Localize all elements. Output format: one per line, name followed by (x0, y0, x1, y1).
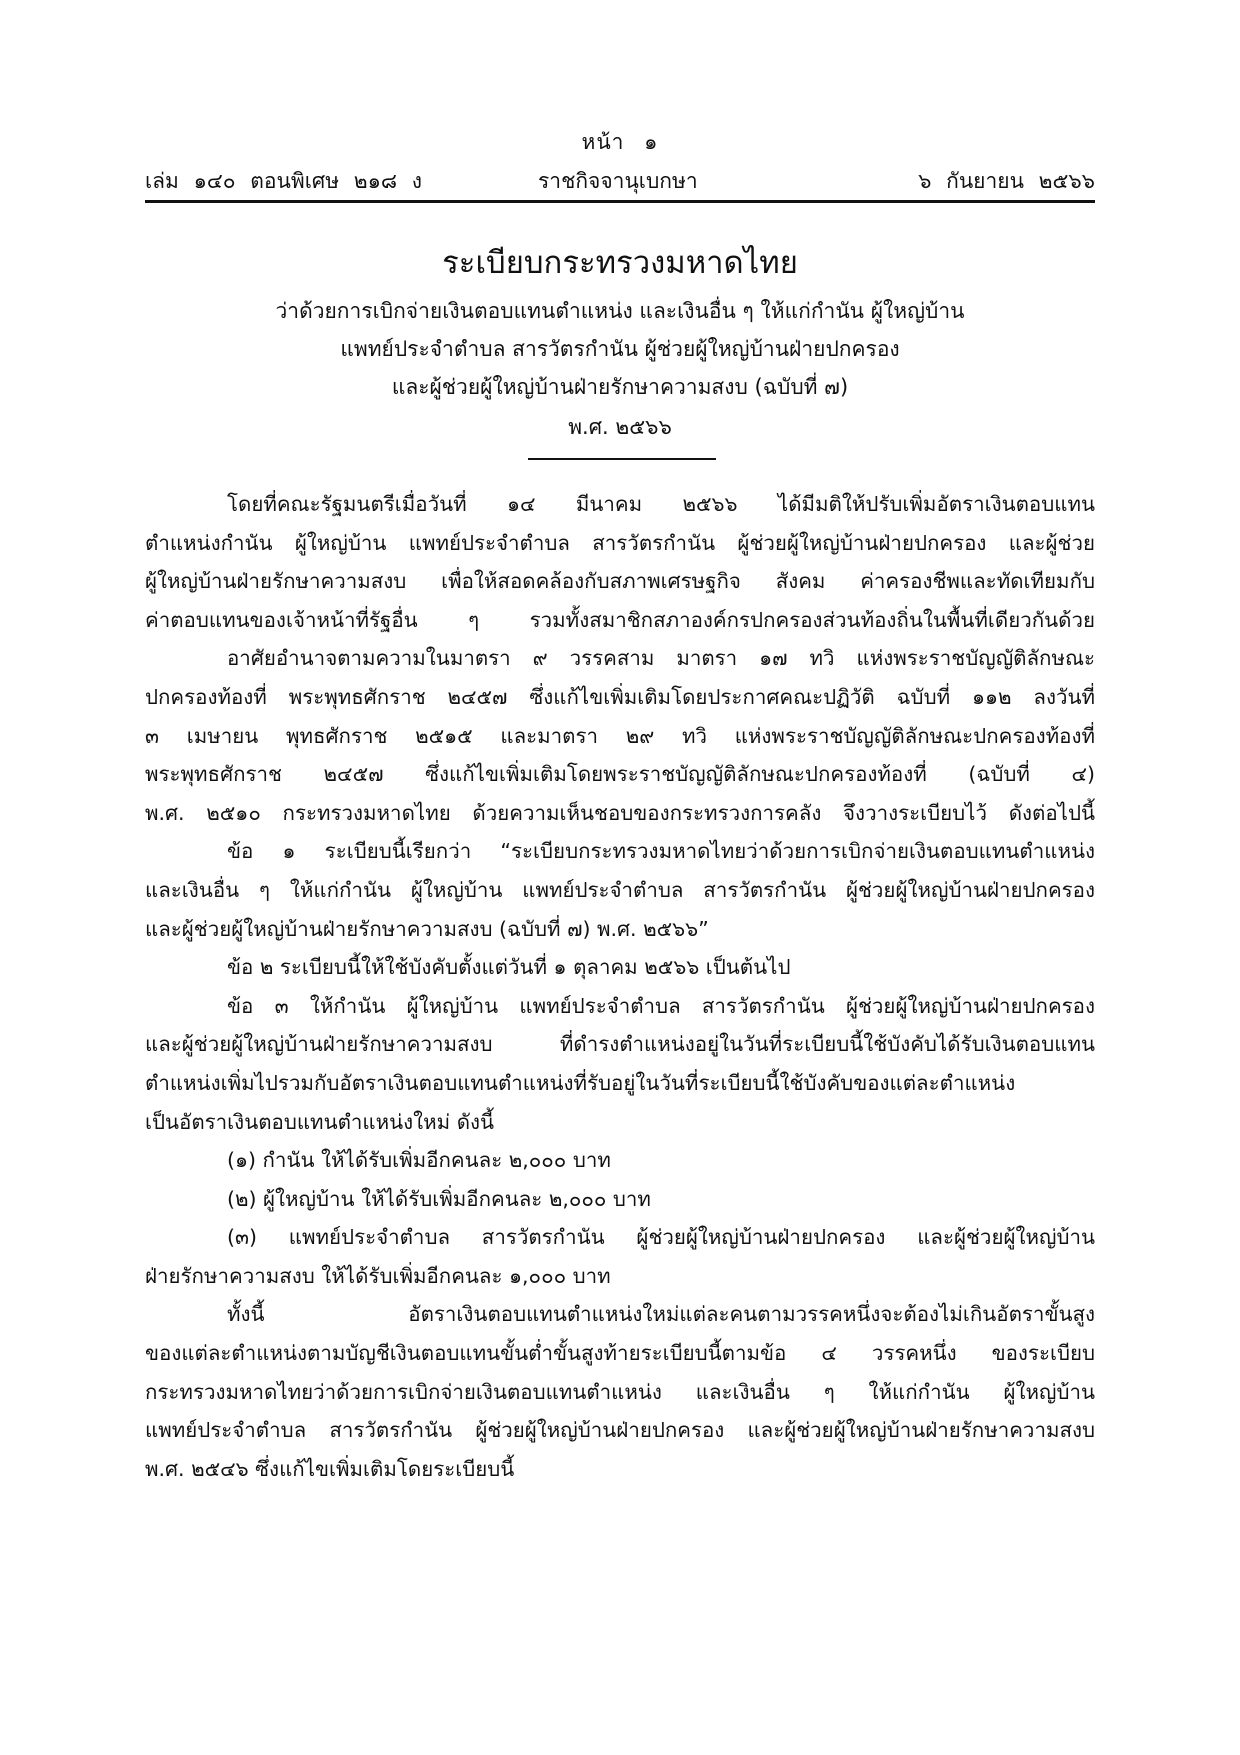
text-line: แพทย์ประจำตำบล สารวัตรกำนัน ผู้ช่วยผู้ใหญ่บ้านฝ่ายปกครอง และผู้ช่วยผู้ใหญ่บ้านฝ่ายรักษาความสงบ (145, 1418, 1095, 1443)
clause-3-note (145, 1295, 1095, 1488)
text-line: โดยที่คณะรัฐมนตรีเมื่อวันที่ ๑๔ มีนาคม ๒๕๖๖ ได้มีมติให้ปรับเพิ่มอัตราเงินตอบแทน (227, 492, 1095, 516)
text-line: พระพุทธศักราช ๒๔๕๗ ซึ่งแก้ไขเพิ่มเติมโดยพระราชบัญญัติลักษณะปกครองท้องที่ (ฉบับที่ ๔) (145, 762, 1095, 787)
list-item: (๓) แพทย์ประจำตำบล สารวัตรกำนัน ผู้ช่วยผู้ใหญ่บ้านฝ่ายปกครอง และผู้ช่วยผู้ใหญ่บ้าน (227, 1225, 1095, 1250)
text-line: และผู้ช่วยผู้ใหญ่บ้านฝ่ายรักษาความสงบ ที่ดำรงตำแหน่งอยู่ในวันที่ระเบียบนี้ใช้บังคับได้รับเงินตอบแทน (145, 1032, 1095, 1057)
clause-3 (145, 987, 1095, 1141)
gazette-header (145, 165, 1095, 195)
list-item: (๒) ผู้ใหญ่บ้าน ให้ได้รับเพิ่มอีกคนละ ๒,๐๐๐ บาท (227, 1186, 651, 1211)
text-line: เป็นอัตราเงินตอบแทนตำแหน่งใหม่ ดังนี้ (145, 1109, 495, 1134)
publication-date: ๖ กันยายน ๒๕๖๖ (918, 169, 1095, 193)
text-line: อาศัยอำนาจตามความในมาตรา ๙ วรรคสาม มาตรา ๑๗ ทวิ แห่งพระราชบัญญัติลักษณะ (227, 646, 1095, 671)
text-line: ข้อ ๒ ระเบียบนี้ให้ใช้บังคับตั้งแต่วันที่ ๑ ตุลาคม ๒๕๖๖ เป็นต้นไป (227, 955, 791, 980)
text-line: พ.ศ. ๒๕๑๐ กระทรวงมหาดไทย ด้วยความเห็นชอบของกระทรวงการคลัง จึงวางระเบียบไว้ ดังต่อไปนี้ (145, 800, 1095, 825)
document-title: ระเบียบกระทรวงมหาดไทย (442, 245, 798, 281)
preamble-paragraph-1 (145, 485, 1095, 639)
title-subline: และผู้ช่วยผู้ใหญ่บ้านฝ่ายรักษาความสงบ (ฉบับที่ ๗) (391, 375, 849, 399)
text-line: และผู้ช่วยผู้ใหญ่บ้านฝ่ายรักษาความสงบ (ฉบับที่ ๗) พ.ศ. ๒๕๖๖” (145, 916, 709, 941)
text-line: กระทรวงมหาดไทยว่าด้วยการเบิกจ่ายเงินตอบแทนตำแหน่ง และเงินอื่น ๆ ให้แก่กำนัน ผู้ใหญ่บ้าน (145, 1379, 1095, 1404)
page-number (0, 126, 1240, 159)
text-line: ๓ เมษายน พุทธศักราช ๒๕๑๕ และมาตรา ๒๙ ทวิ แห่งพระราชบัญญัติลักษณะปกครองท้องที่ (145, 723, 1095, 748)
document-body (145, 485, 1095, 1488)
text-line: ตำแหน่งเพิ่มไปรวมกับอัตราเงินตอบแทนตำแหน่งที่รับอยู่ในวันที่ระเบียบนี้ใช้บังคับของแต่ละตำแหน่ง (145, 1070, 1016, 1095)
title-divider (528, 458, 716, 460)
title-year: พ.ศ. ๒๕๖๖ (568, 415, 672, 439)
text-line: ข้อ ๑ ระเบียบนี้เรียกว่า “ระเบียบกระทรวงมหาดไทยว่าด้วยการเบิกจ่ายเงินตอบแทนตำแหน่ง (227, 839, 1095, 864)
title-block (0, 240, 1240, 446)
publication-name: ราชกิจจานุเบกษา (538, 169, 698, 193)
text-line: ข้อ ๓ ให้กำนัน ผู้ใหญ่บ้าน แพทย์ประจำตำบล สารวัตรกำนัน ผู้ช่วยผู้ใหญ่บ้านฝ่ายปกครอง (227, 993, 1095, 1018)
text-line: ทั้งนี้ อัตราเงินตอบแทนตำแหน่งใหม่แต่ละคนตามวรรคหนึ่งจะต้องไม่เกินอัตราขั้นสูง (227, 1302, 1095, 1327)
clause-1 (145, 832, 1095, 948)
volume-info: เล่ม ๑๔๐ ตอนพิเศษ ๒๑๘ ง (145, 169, 423, 193)
text-line: พ.ศ. ๒๕๔๖ ซึ่งแก้ไขเพิ่มเติมโดยระเบียบนี้ (145, 1456, 515, 1481)
title-subline: ว่าด้วยการเบิกจ่ายเงินตอบแทนตำแหน่ง และเงินอื่น ๆ ให้แก่กำนัน ผู้ใหญ่บ้าน (275, 299, 965, 323)
text-line: ตำแหน่งกำนัน ผู้ใหญ่บ้าน แพทย์ประจำตำบล สารวัตรกำนัน ผู้ช่วยผู้ใหญ่บ้านฝ่ายปกครอง และผู้ช่วย (145, 530, 1095, 555)
clause-2 (145, 948, 1095, 987)
text-line: ปกครองท้องที่ พระพุทธศักราช ๒๔๕๗ ซึ่งแก้ไขเพิ่มเติมโดยประกาศคณะปฏิวัติ ฉบับที่ ๑๑๒ ลงวันที่ (145, 684, 1095, 709)
page-number-value: ๑ (644, 130, 659, 154)
clause-3-items (145, 1141, 1095, 1295)
text-line: และเงินอื่น ๆ ให้แก่กำนัน ผู้ใหญ่บ้าน แพทย์ประจำตำบล สารวัตรกำนัน ผู้ช่วยผู้ใหญ่บ้านฝ่ายปกครอง (145, 877, 1095, 902)
list-item: (๑) กำนัน ให้ได้รับเพิ่มอีกคนละ ๒,๐๐๐ บาท (227, 1148, 611, 1173)
preamble-paragraph-2 (145, 639, 1095, 832)
text-line: ค่าตอบแทนของเจ้าหน้าที่รัฐอื่น ๆ รวมทั้งสมาชิกสภาองค์กรปกครองส่วนท้องถิ่นในพื้นที่เดียวกันด้วย (145, 607, 1095, 632)
header-divider (145, 200, 1095, 203)
list-item-continuation: ฝ่ายรักษาความสงบ ให้ได้รับเพิ่มอีกคนละ ๑,๐๐๐ บาท (145, 1263, 611, 1288)
page-label: หน้า (581, 130, 625, 154)
text-line: ของแต่ละตำแหน่งตามบัญชีเงินตอบแทนขั้นต่ำขั้นสูงท้ายระเบียบนี้ตามข้อ ๔ วรรคหนึ่ง ของระเบียบ (145, 1341, 1095, 1366)
text-line: ผู้ใหญ่บ้านฝ่ายรักษาความสงบ เพื่อให้สอดคล้องกับสภาพเศรษฐกิจ สังคม ค่าครองชีพและทัดเทียมกับ (145, 569, 1095, 594)
title-subline: แพทย์ประจำตำบล สารวัตรกำนัน ผู้ช่วยผู้ใหญ่บ้านฝ่ายปกครอง (340, 337, 900, 361)
